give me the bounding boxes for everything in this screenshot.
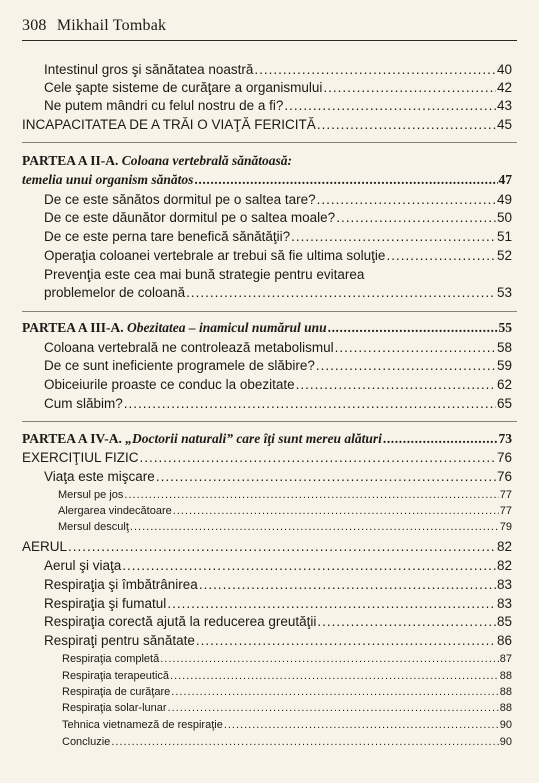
dot-leader (254, 62, 496, 77)
dot-leader (124, 396, 496, 411)
toc-entry-title: Mersul pe jos (58, 489, 124, 501)
toc-entry-page: 86 (496, 633, 512, 648)
toc-entry (44, 285, 512, 300)
dot-leader (317, 192, 496, 207)
dot-leader (186, 285, 496, 300)
toc-entry-title: Cum slăbim? (44, 396, 123, 411)
toc-entry-title: problemelor de coloană (44, 285, 186, 300)
part-label: PARTEA A II-A. (22, 153, 119, 168)
toc-entry-page: 88 (499, 670, 512, 682)
toc-entry-title: Ne putem mândri cu felul nostru de a fi? (44, 98, 284, 113)
part-heading (22, 431, 512, 447)
part-title: Obezitatea – inamicul numărul unu (127, 320, 327, 335)
author-name: Mikhail Tombak (56, 17, 167, 34)
toc-entry (44, 340, 512, 355)
toc-entry-title: Aerul şi viaţa (44, 558, 122, 573)
toc-entry-title: Respiraţia terapeutică (62, 670, 170, 682)
toc-entry (44, 396, 512, 411)
dot-leader (386, 248, 496, 263)
toc-entry-page: 49 (496, 192, 512, 207)
toc-entry-title: AERUL (22, 539, 68, 554)
toc-entry (44, 614, 512, 629)
dot-leader (130, 521, 499, 533)
toc-entry (62, 653, 512, 665)
dot-leader (140, 450, 496, 465)
toc-entry-title: Intestinul gros şi sănătatea noastră (44, 62, 254, 77)
toc-entry-page: 79 (499, 521, 512, 533)
dot-leader (168, 702, 499, 714)
toc-entry-page: 88 (499, 702, 512, 714)
dot-leader (199, 577, 496, 592)
toc-entry (58, 489, 512, 501)
part-page: 55 (498, 320, 512, 335)
section-divider (22, 311, 517, 312)
toc-entry (22, 450, 512, 465)
toc-entry (58, 505, 512, 517)
dot-leader (336, 210, 496, 225)
dot-leader (383, 431, 498, 447)
toc-entry-title: Respiraţia şi fumatul (44, 596, 167, 611)
dot-leader (317, 614, 496, 629)
dot-leader (196, 633, 496, 648)
toc-entry-title: EXERCIŢIUL FIZIC (22, 450, 139, 465)
toc-entry-page: 53 (496, 285, 512, 300)
dot-leader (323, 80, 496, 95)
toc-entry-page: 51 (496, 229, 512, 244)
toc-entry-title: Respiraţia corectă ajută la reducerea greutăţii (44, 614, 317, 629)
toc-entry (44, 577, 512, 592)
dot-leader (291, 229, 496, 244)
part-page: 73 (498, 431, 512, 446)
toc-entry (58, 521, 512, 533)
part-label: PARTEA A IV-A. (22, 431, 122, 446)
toc-entry-title: INCAPACITATEA DE A TRĂI O VIAŢĂ FERICITĂ (22, 117, 316, 132)
section-divider (22, 421, 517, 422)
toc-entry-page: 43 (496, 98, 512, 113)
toc-entry-page: 77 (499, 489, 512, 501)
part-title: „Doctorii naturali” care îţi sunt mereu alături (125, 431, 382, 446)
toc-entry-title: De ce sunt ineficiente programele de slăbire? (44, 358, 315, 373)
part-title: Coloana vertebrală sănătoasă: (121, 153, 293, 168)
toc-entry-page: 90 (499, 736, 512, 748)
toc-entry (62, 736, 512, 748)
toc-entry-page: 82 (496, 539, 512, 554)
part-heading (22, 320, 512, 336)
toc-entry-title: Prevenţia este cea mai bună strategie pentru evitarea (44, 267, 365, 282)
dot-leader (173, 505, 499, 517)
toc-entry-title: Operaţia coloanei vertebrale ar trebui să fie ultima soluţie (44, 248, 386, 263)
dot-leader (171, 686, 499, 698)
toc-entry-title: Mersul desculţ (58, 521, 129, 533)
toc-entry (44, 596, 512, 611)
toc-entry-page: 45 (496, 117, 512, 132)
toc-entry (62, 719, 512, 731)
toc-entry-page: 83 (496, 577, 512, 592)
toc-entry-title: Respiraţi pentru sănătate (44, 633, 195, 648)
toc-entry (44, 98, 512, 113)
toc-entry (22, 539, 512, 554)
dot-leader (111, 736, 498, 748)
toc-entry (22, 117, 512, 132)
toc-entry-title: Respiraţia completă (62, 653, 160, 665)
toc-entry (44, 229, 512, 244)
toc-entry-page: 76 (496, 450, 512, 465)
toc-entry (44, 558, 512, 573)
toc-entry-page: 52 (496, 248, 512, 263)
part-heading-line1 (22, 153, 292, 169)
part-heading (22, 172, 512, 188)
toc-entry-title: De ce este perna tare benefică sănătăţii? (44, 229, 291, 244)
dot-leader (194, 172, 497, 188)
toc-entry-title: Respiraţia de curăţare (62, 686, 171, 698)
toc-entry-page: 82 (496, 558, 512, 573)
toc-entry-page: 58 (496, 340, 512, 355)
dot-leader (170, 670, 499, 682)
toc-entry-title: Cele şapte sisteme de curăţare a organismului (44, 80, 323, 95)
toc-entry-title: Viaţa este mişcare (44, 469, 155, 484)
toc-entry-page: 62 (496, 377, 512, 392)
toc-entry (44, 80, 512, 95)
toc-entry-page: 42 (496, 80, 512, 95)
toc-entry (44, 192, 512, 207)
toc-entry (44, 62, 512, 77)
toc-entry-page: 59 (496, 358, 512, 373)
dot-leader (296, 377, 496, 392)
toc-entry-page: 87 (499, 653, 512, 665)
toc-entry (44, 469, 512, 484)
toc-entry (44, 210, 512, 225)
toc-entry-page: 90 (499, 719, 512, 731)
dot-leader (156, 469, 496, 484)
toc-entry (62, 670, 512, 682)
dot-leader (160, 653, 499, 665)
toc-entry (44, 377, 512, 392)
part-title-line2: temelia unui organism sănătos (22, 172, 194, 187)
toc-entry-page: 76 (496, 469, 512, 484)
toc-entry (44, 358, 512, 373)
toc-entry-title: Coloana vertebrală ne controlează metabolismul (44, 340, 334, 355)
dot-leader (167, 596, 496, 611)
toc-entry-title: Alergarea vindecătoare (58, 505, 172, 517)
toc-entry-page: 50 (496, 210, 512, 225)
part-page: 47 (498, 172, 512, 187)
toc-entry-page: 88 (499, 686, 512, 698)
dot-leader (68, 539, 496, 554)
toc-entry (62, 686, 512, 698)
dot-leader (122, 558, 496, 573)
toc-entry (62, 702, 512, 714)
dot-leader (124, 489, 498, 501)
toc-entry-title: De ce este sănătos dormitul pe o saltea tare? (44, 192, 316, 207)
dot-leader (317, 117, 496, 132)
toc-entry-page: 40 (496, 62, 512, 77)
toc-entry-title: Tehnica vietnameză de respiraţie (62, 719, 223, 731)
toc-entry-title: De ce este dăunător dormitul pe o saltea moale? (44, 210, 336, 225)
dot-leader (316, 358, 496, 373)
dot-leader (328, 320, 498, 336)
dot-leader (335, 340, 496, 355)
part-label: PARTEA A III-A. (22, 320, 124, 335)
page-number: 308 (22, 17, 47, 34)
toc-entry-title: Obiceiurile proaste ce conduc la obezitate (44, 377, 295, 392)
dot-leader (284, 98, 496, 113)
toc-entry-page: 83 (496, 596, 512, 611)
toc-entry (44, 633, 512, 648)
toc-entry-page: 65 (496, 396, 512, 411)
toc-entry-title: Concluzie (62, 736, 111, 748)
toc-entry (44, 267, 512, 282)
toc-entry-title: Respiraţia solar-lunar (62, 702, 167, 714)
toc-entry-title: Respiraţia şi îmbătrânirea (44, 577, 198, 592)
toc-entry-page: 77 (499, 505, 512, 517)
toc-entry (44, 248, 512, 263)
dot-leader (224, 719, 499, 731)
section-divider (22, 142, 517, 143)
toc-entry-page: 85 (496, 614, 512, 629)
